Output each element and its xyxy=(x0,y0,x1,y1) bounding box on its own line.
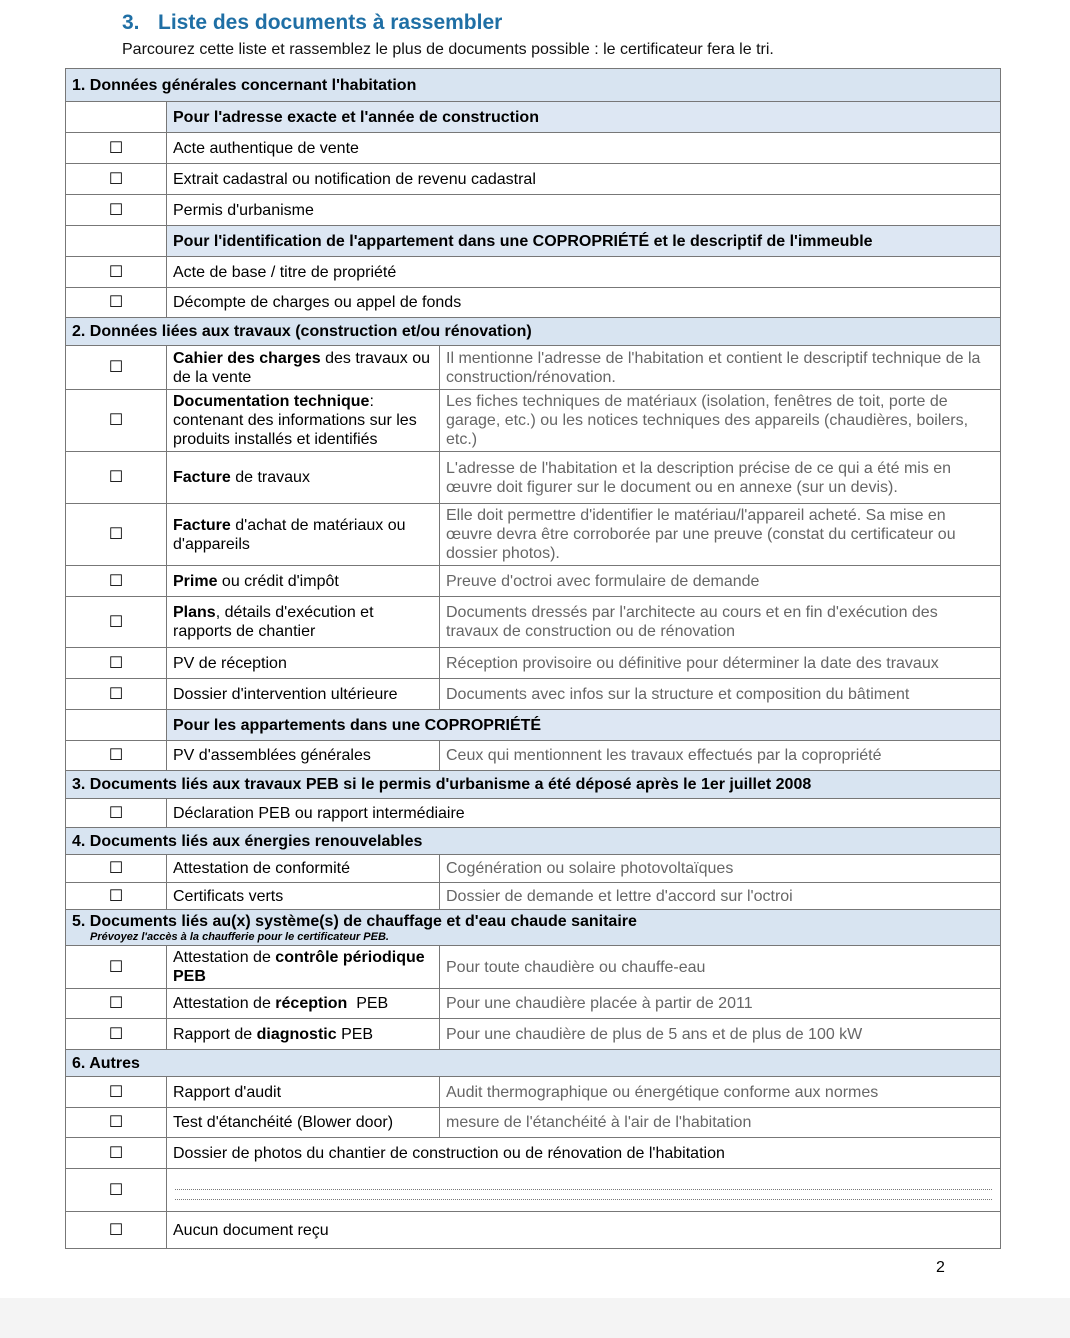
document-note: mesure de l'étanchéité à l'air de l'habitation xyxy=(440,1108,1001,1138)
checkbox[interactable]: ☐ xyxy=(66,566,167,597)
document-label: Attestation de contrôle périodique PEB xyxy=(167,946,440,989)
dotted-line xyxy=(175,1180,992,1190)
section-2-header: 2. Données liées aux travaux (construction et/ou rénovation) xyxy=(66,318,1001,346)
document-label: Dossier de photos du chantier de construction ou de rénovation de l'habitation xyxy=(167,1138,1001,1169)
document-note: L'adresse de l'habitation et la description précise de ce qui a été mis en œuvre doit figurer sur le document ou en annexe (sur un devis). xyxy=(440,452,1001,504)
section-6-header: 6. Autres xyxy=(66,1050,1001,1077)
document-note: Réception provisoire ou définitive pour déterminer la date des travaux xyxy=(440,648,1001,679)
checkbox[interactable]: ☐ xyxy=(66,1169,167,1212)
section-number: 3. xyxy=(122,11,140,34)
document-note: Dossier de demande et lettre d'accord sur l'octroi xyxy=(440,883,1001,910)
section-4-header: 4. Documents liés aux énergies renouvelables xyxy=(66,828,1001,855)
document-label: Rapport d'audit xyxy=(167,1077,440,1108)
document-note: Preuve d'octroi avec formulaire de demande xyxy=(440,566,1001,597)
document-note: Pour une chaudière placée à partir de 2011 xyxy=(440,989,1001,1019)
document-note: Elle doit permettre d'identifier le matériau/l'appareil acheté. Sa mise en œuvre devra être corroborée par une preuve (constat du certificateur ou dossier photos). xyxy=(440,504,1001,566)
checkbox[interactable]: ☐ xyxy=(66,946,167,989)
document-label: Prime ou crédit d'impôt xyxy=(167,566,440,597)
checkbox[interactable]: ☐ xyxy=(66,504,167,566)
document-label: Facture de travaux xyxy=(167,452,440,504)
document-label: Extrait cadastral ou notification de revenu cadastral xyxy=(167,164,1001,195)
document-label: Permis d'urbanisme xyxy=(167,195,1001,226)
document-label: Attestation de réception PEB xyxy=(167,989,440,1019)
document-label: Acte authentique de vente xyxy=(167,133,1001,164)
document-label: Plans, détails d'exécution et rapports de chantier xyxy=(167,597,440,648)
checkbox[interactable]: ☐ xyxy=(66,164,167,195)
section-3-header: 3. Documents liés aux travaux PEB si le permis d'urbanisme a été déposé après le 1er juillet 2008 xyxy=(66,771,1001,799)
document-note: Audit thermographique ou énergétique conforme aux normes xyxy=(440,1077,1001,1108)
checkbox[interactable]: ☐ xyxy=(66,741,167,771)
document-note: Pour une chaudière de plus de 5 ans et de plus de 100 kW xyxy=(440,1019,1001,1050)
document-note: Ceux qui mentionnent les travaux effectués par la copropriété xyxy=(440,741,1001,771)
checkbox[interactable]: ☐ xyxy=(66,133,167,164)
document-label: Dossier d'intervention ultérieure xyxy=(167,679,440,710)
checkbox[interactable]: ☐ xyxy=(66,648,167,679)
document-label: Test d'étanchéité (Blower door) xyxy=(167,1108,440,1138)
document-label: Facture d'achat de matériaux ou d'appareils xyxy=(167,504,440,566)
document-label: Cahier des charges des travaux ou de la vente xyxy=(167,346,440,390)
checkbox[interactable]: ☐ xyxy=(66,288,167,318)
checkbox[interactable]: ☐ xyxy=(66,1108,167,1138)
document-label: Déclaration PEB ou rapport intermédiaire xyxy=(167,799,1001,828)
document-checklist-table xyxy=(65,68,1001,1249)
section-title: Liste des documents à rassembler xyxy=(158,11,503,34)
section-heading xyxy=(122,11,502,35)
checkbox[interactable]: ☐ xyxy=(66,1138,167,1169)
document-label: PV d'assemblées générales xyxy=(167,741,440,771)
intro-text: Parcourez cette liste et rassemblez le plus de documents possible : le certificateur fera le tri. xyxy=(122,41,774,58)
checkbox[interactable]: ☐ xyxy=(66,855,167,883)
checkbox[interactable]: ☐ xyxy=(66,390,167,452)
subsection-header: Pour l'adresse exacte et l'année de construction xyxy=(167,102,1001,133)
checkbox[interactable]: ☐ xyxy=(66,883,167,910)
document-label: Décompte de charges ou appel de fonds xyxy=(167,288,1001,318)
checkbox[interactable]: ☐ xyxy=(66,257,167,288)
checkbox[interactable]: ☐ xyxy=(66,989,167,1019)
checkbox[interactable]: ☐ xyxy=(66,195,167,226)
section-5-title: 5. Documents liés au(x) système(s) de chauffage et d'eau chaude sanitaire xyxy=(72,913,637,930)
viewer-bottom-band xyxy=(0,1298,1070,1338)
document-label: Certificats verts xyxy=(167,883,440,910)
document-label: Aucun document reçu xyxy=(167,1212,1001,1249)
subsection-header: Pour l'identification de l'appartement dans une COPROPRIÉTÉ et le descriptif de l'immeuble xyxy=(167,226,1001,257)
checkbox[interactable]: ☐ xyxy=(66,679,167,710)
checkbox[interactable]: ☐ xyxy=(66,597,167,648)
document-label: Acte de base / titre de propriété xyxy=(167,257,1001,288)
checkbox[interactable]: ☐ xyxy=(66,452,167,504)
page-number: 2 xyxy=(936,1259,945,1276)
document-note: Documents dressés par l'architecte au cours et en fin d'exécution des travaux de construction ou de rénovation xyxy=(440,597,1001,648)
checkbox[interactable]: ☐ xyxy=(66,1019,167,1050)
checkbox[interactable]: ☐ xyxy=(66,1212,167,1249)
section-5-header xyxy=(66,910,1001,946)
document-label: Documentation technique: contenant des informations sur les produits installés et identifiés xyxy=(167,390,440,452)
document-note: Pour toute chaudière ou chauffe-eau xyxy=(440,946,1001,989)
blank-entry-lines[interactable] xyxy=(167,1169,1001,1212)
section-5-note: Prévoyez l'accès à la chaufferie pour le certificateur PEB. xyxy=(90,931,389,943)
dotted-line xyxy=(175,1190,992,1200)
checkbox[interactable]: ☐ xyxy=(66,346,167,390)
document-note: Documents avec infos sur la structure et composition du bâtiment xyxy=(440,679,1001,710)
document-note: Cogénération ou solaire photovoltaïques xyxy=(440,855,1001,883)
document-note: Les fiches techniques de matériaux (isolation, fenêtres de toit, porte de garage, etc.) ou les notices techniques des appareils (chaudières, boilers, etc.) xyxy=(440,390,1001,452)
checkbox[interactable]: ☐ xyxy=(66,1077,167,1108)
section-1-header: 1. Données générales concernant l'habitation xyxy=(66,69,1001,102)
document-label: Rapport de diagnostic PEB xyxy=(167,1019,440,1050)
document-label: Attestation de conformité xyxy=(167,855,440,883)
document-note: Il mentionne l'adresse de l'habitation et contient le descriptif technique de la construction/rénovation. xyxy=(440,346,1001,390)
checkbox[interactable]: ☐ xyxy=(66,799,167,828)
document-label: PV de réception xyxy=(167,648,440,679)
subsection-header: Pour les appartements dans une COPROPRIÉTÉ xyxy=(167,710,1001,741)
